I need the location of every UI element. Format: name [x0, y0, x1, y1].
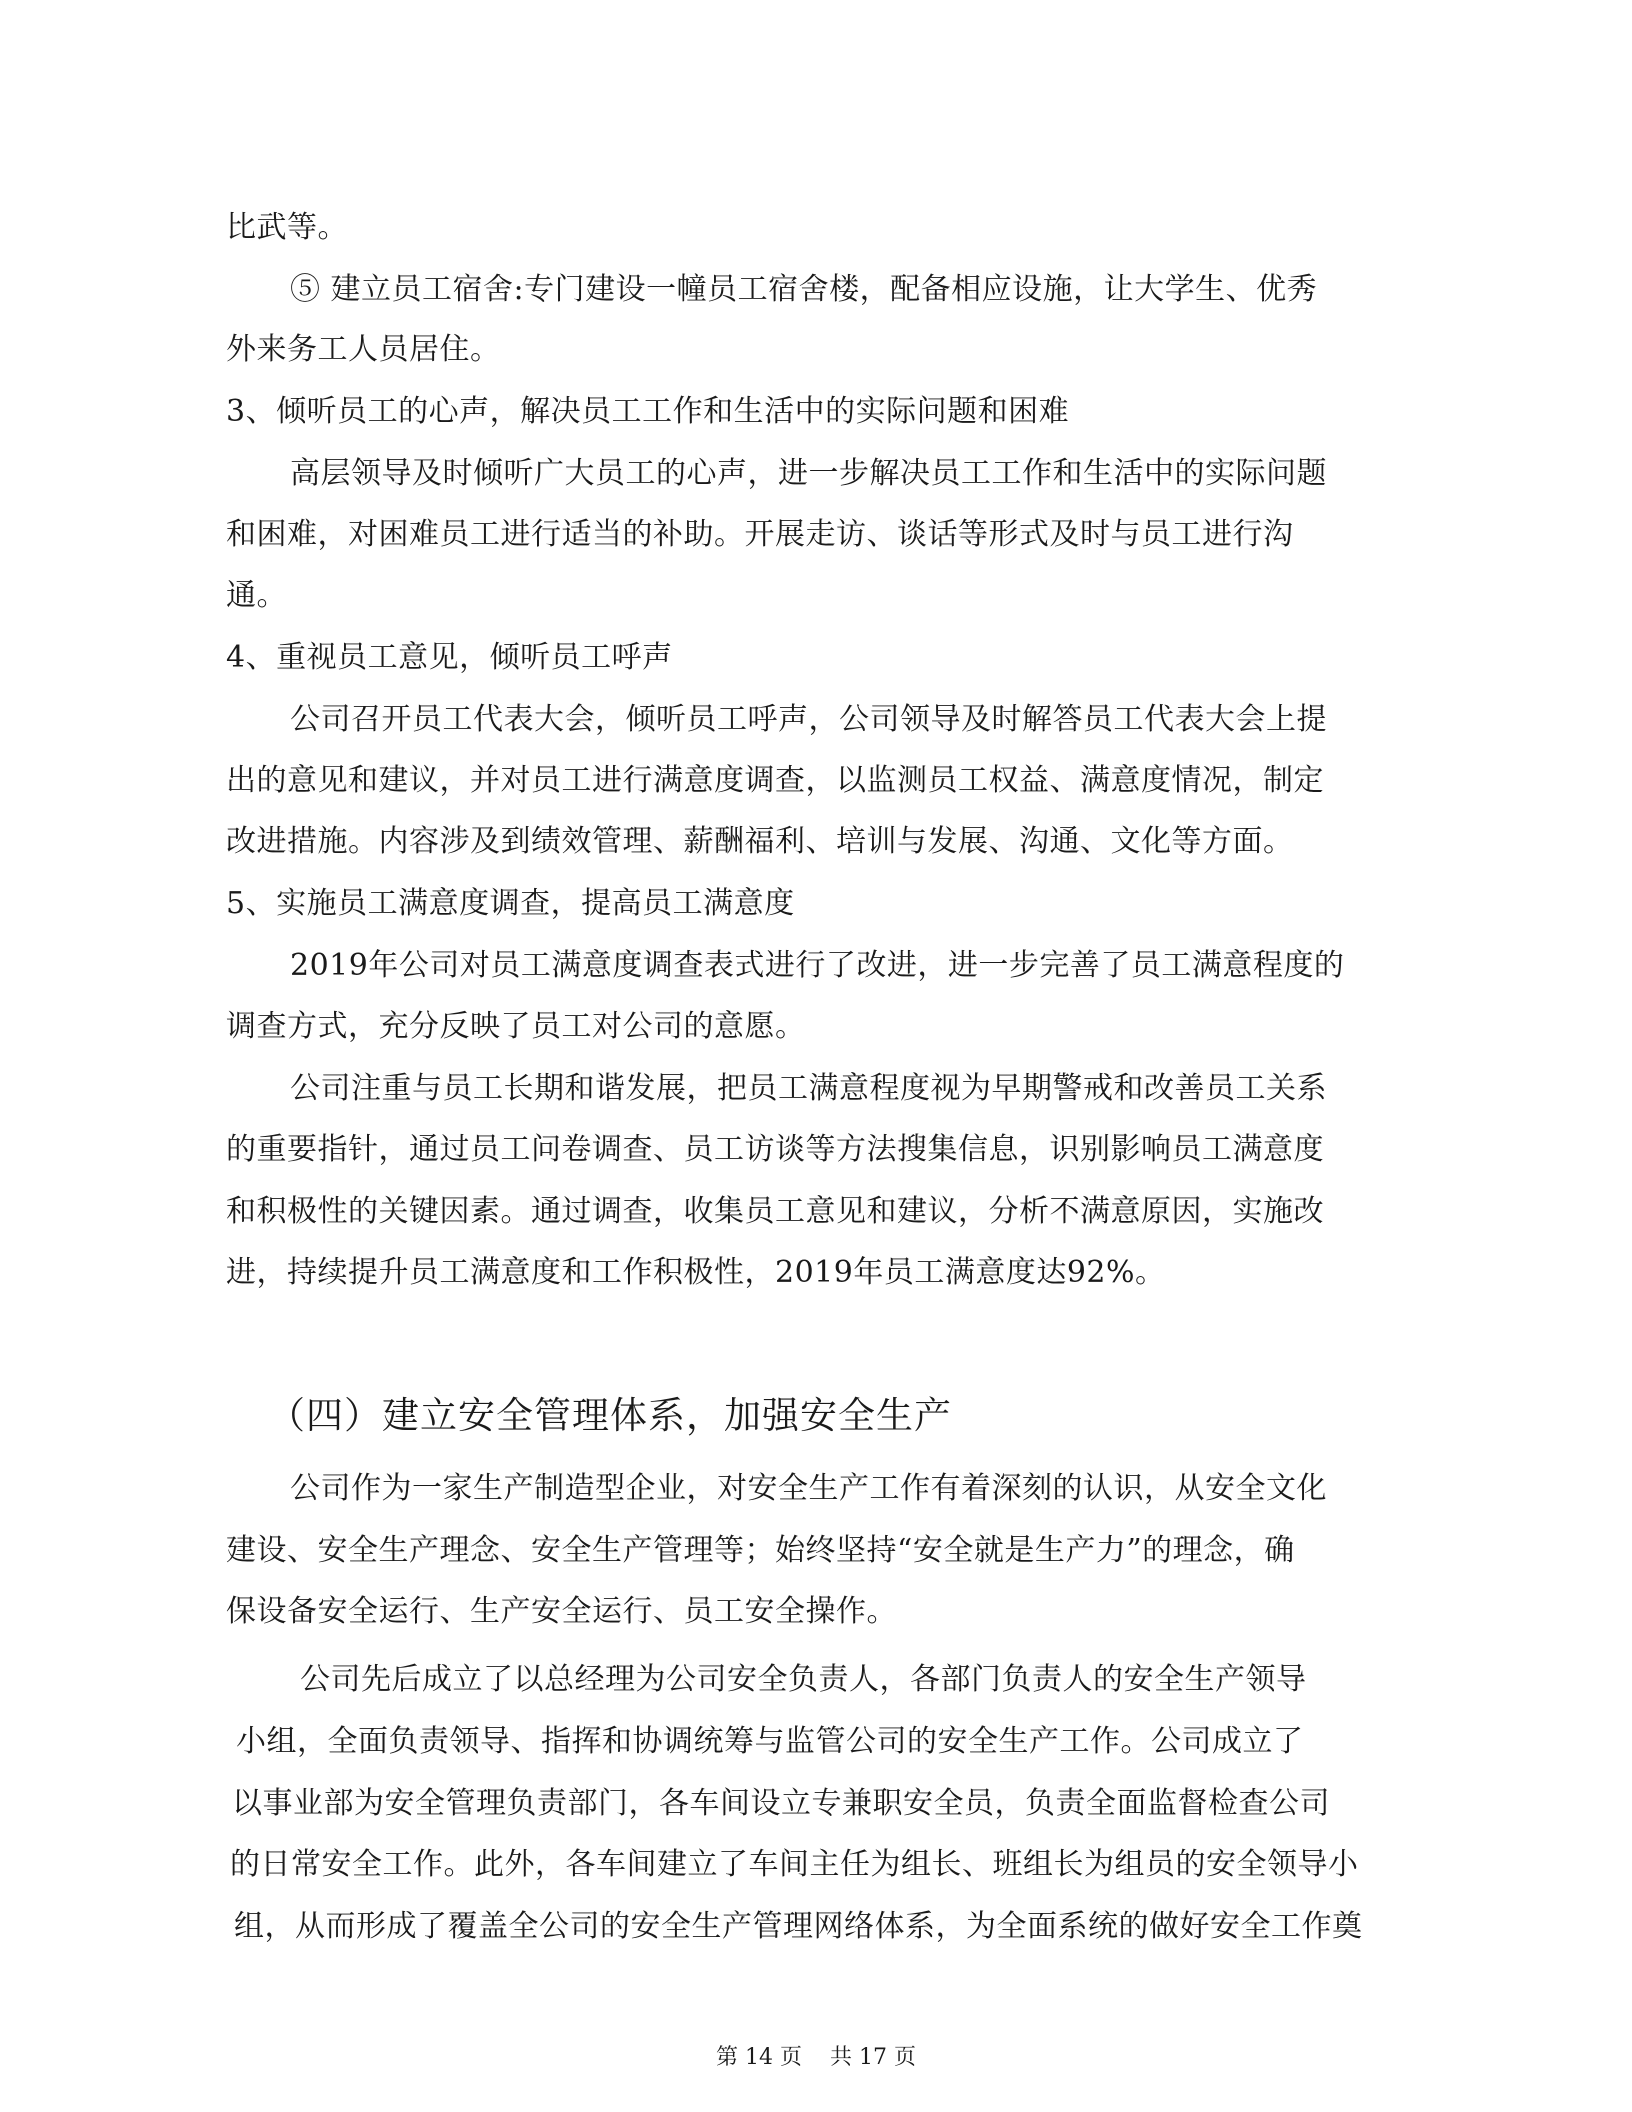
body-text-line: 保设备安全运行、生产安全运行、员工安全操作。 [226, 1594, 897, 1629]
body-text-line: 高层领导及时倾听广大员工的心声，进一步解决员工工作和生活中的实际问题 [290, 456, 1327, 491]
body-text-line: 以事业部为安全管理负责部门，各车间设立专兼职安全员，负责全面监督检查公司 [232, 1786, 1330, 1821]
body-text-line: 公司先后成立了以总经理为公司安全负责人，各部门负责人的安全生产领导 [300, 1662, 1307, 1697]
body-text-line: 的重要指针，通过员工问卷调查、员工访谈等方法搜集信息，识别影响员工满意度 [226, 1132, 1324, 1167]
body-text-line: 2019年公司对员工满意度调查表式进行了改进，进一步完善了员工满意程度的 [290, 948, 1345, 983]
section-heading: （四）建立安全管理体系，加强安全生产 [268, 1394, 952, 1437]
section-subheading: 4、重视员工意见，倾听员工呼声 [226, 640, 673, 675]
section-subheading: 3、倾听员工的心声，解决员工工作和生活中的实际问题和困难 [226, 394, 1070, 429]
body-text-line: 比武等。 [226, 210, 348, 245]
body-text-line: 建设、安全生产理念、安全生产管理等；始终坚持“安全就是生产力”的理念，确 [226, 1533, 1295, 1568]
body-text-line: 公司注重与员工长期和谐发展，把员工满意程度视为早期警戒和改善员工关系 [290, 1071, 1327, 1106]
body-text-line: 通。 [226, 578, 287, 613]
body-text-line: 出的意见和建议，并对员工进行满意度调查，以监测员工权益、满意度情况，制定 [226, 763, 1324, 798]
body-text-line: 的日常安全工作。此外，各车间建立了车间主任为组长、班组长为组员的安全领导小 [230, 1847, 1359, 1882]
body-text-line: 公司作为一家生产制造型企业，对安全生产工作有着深刻的认识，从安全文化 [290, 1471, 1327, 1506]
body-text-line: 进，持续提升员工满意度和工作积极性，2019年员工满意度达92%。 [226, 1255, 1166, 1290]
section-subheading: 5、实施员工满意度调查，提高员工满意度 [226, 886, 795, 921]
body-text-line: 改进措施。内容涉及到绩效管理、薪酬福利、培训与发展、沟通、文化等方面。 [226, 824, 1294, 859]
body-text-line: 小组，全面负责领导、指挥和协调统筹与监管公司的安全生产工作。公司成立了 [236, 1724, 1304, 1759]
body-text-line: 组，从而形成了覆盖全公司的安全生产管理网络体系，为全面系统的做好安全工作奠 [234, 1909, 1363, 1944]
body-text-line: 调查方式，充分反映了员工对公司的意愿。 [226, 1009, 806, 1044]
body-text-line: ⑤ 建立员工宿舍:专门建设一幢员工宿舍楼，配备相应设施，让大学生、优秀 [290, 272, 1318, 307]
body-text-line: 和困难，对困难员工进行适当的补助。开展走访、谈话等形式及时与员工进行沟 [226, 517, 1294, 552]
page-number-footer: 第 14 页 共 17 页 [716, 2045, 916, 2070]
body-text-line: 外来务工人员居住。 [226, 332, 501, 367]
body-text-line: 和积极性的关键因素。通过调查，收集员工意见和建议，分析不满意原因，实施改 [226, 1194, 1324, 1229]
body-text-line: 公司召开员工代表大会，倾听员工呼声，公司领导及时解答员工代表大会上提 [290, 702, 1327, 737]
